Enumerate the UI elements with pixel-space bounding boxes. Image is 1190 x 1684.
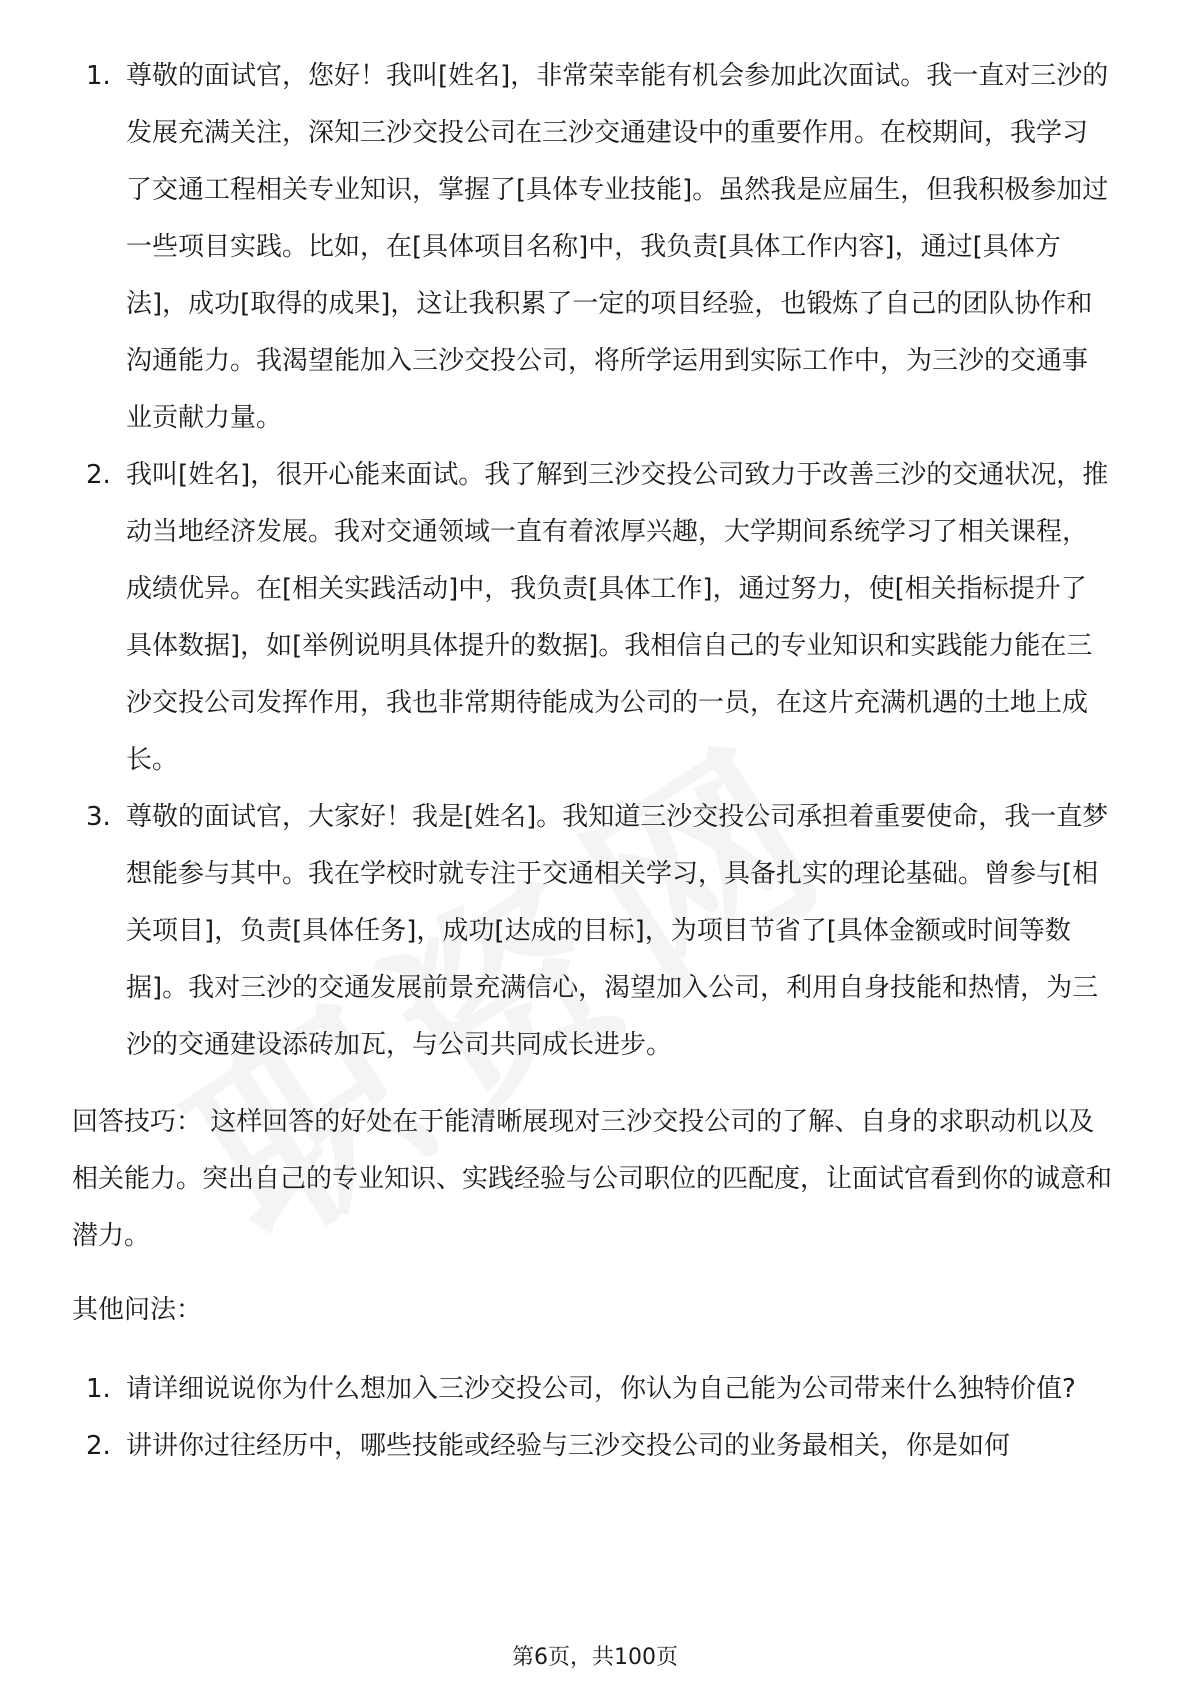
list-item-text: 尊敬的面试官，大家好！我是[姓名]。我知道三沙交投公司承担着重要使命，我一直梦想能参与其中。我在学校时就专注于交通相关学习，具备扎实的理论基础。曾参与[相关项目]，负责[具体任务]，成功[达成的目标]，为项目节省了[具体金额或时间等数据]。我对三沙的交通发展前景充满信心，渴望加入公司，利用自身技能和热情，为三沙的交通建设添砖加瓦，与公司共同成长进步。 (126, 802, 1109, 1060)
answer-tips-paragraph: 回答技巧： 这样回答的好处在于能清晰展现对三沙交投公司的了解、自身的求职动机以及相关能力。突出自己的专业知识、实践经验与公司职位的匹配度，让面试官看到你的诚意和潜力。 (72, 1107, 1113, 1251)
list-item-text: 我叫[姓名]，很开心能来面试。我了解到三沙交投公司致力于改善三沙的交通状况，推动当地经济发展。我对交通领域一直有着浓厚兴趣，大学期间系统学习了相关课程，成绩优异。在[相关实践活动]中，我负责[具体工作]，通过努力，使[相关指标提升了具体数据]，如[举例说明具体提升的数据]。我相信自己的专业知识和实践能力能在三沙交投公司发挥作用，我也非常期待能成为公司的一员，在这片充满机遇的土地上成长。 (126, 460, 1109, 775)
list-item (0, 447, 1190, 789)
list-item-number: 2. (86, 460, 111, 490)
other-questions-heading: 其他问法： (72, 1295, 203, 1325)
list-item-text: 请详细说说你为什么想加入三沙交投公司，你认为自己能为公司带来什么独特价值? (126, 1374, 1076, 1404)
other-questions-list (0, 1361, 1190, 1475)
list-item (0, 789, 1190, 1074)
list-item (0, 48, 1190, 447)
list-item (0, 1418, 1190, 1475)
list-item-number: 3. (86, 802, 111, 832)
list-item-number: 1. (86, 1374, 111, 1404)
list-item (0, 1361, 1190, 1418)
list-item-number: 1. (86, 61, 111, 91)
answer-examples-list (0, 48, 1190, 1074)
page-number-footer: 第6页，共100页 (512, 1645, 678, 1670)
list-item-number: 2. (86, 1431, 111, 1461)
list-item-text: 讲讲你过往经历中，哪些技能或经验与三沙交投公司的业务最相关，你是如何 (126, 1431, 1011, 1461)
list-item-text: 尊敬的面试官，您好！我叫[姓名]，非常荣幸能有机会参加此次面试。我一直对三沙的发展充满关注，深知三沙交投公司在三沙交通建设中的重要作用。在校期间，我学习了交通工程相关专业知识，掌握了[具体专业技能]。虽然我是应届生，但我积极参加过一些项目实践。比如，在[具体项目名称]中，我负责[具体工作内容]，通过[具体方法]，成功[取得的成果]，这让我积累了一定的项目经验，也锻炼了自己的团队协作和沟通能力。我渴望能加入三沙交投公司，将所学运用到实际工作中，为三沙的交通事业贡献力量。 (126, 61, 1109, 433)
